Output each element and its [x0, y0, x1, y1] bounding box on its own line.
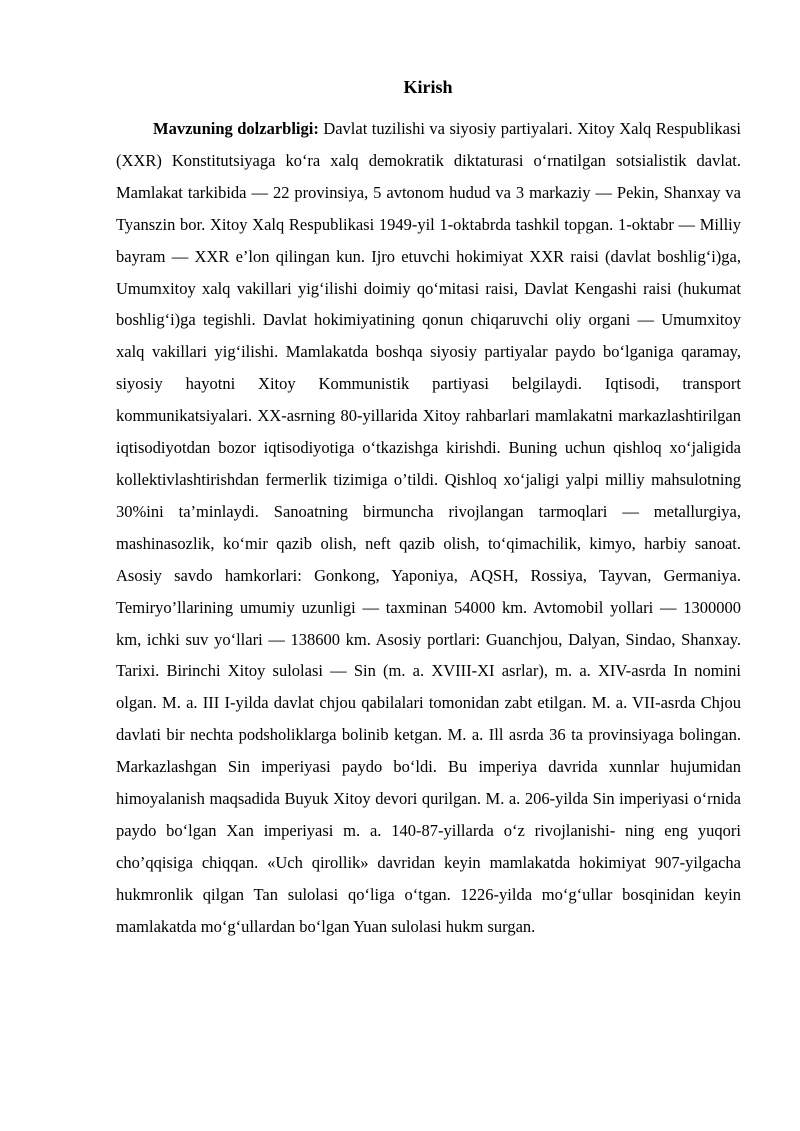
lead-label: Mavzuning dolzarbligi: [153, 119, 319, 138]
page-title: Kirish [403, 77, 453, 97]
body-paragraph [116, 113, 741, 943]
paragraph-text: Davlat tuzilishi va siyosiy partiyalari. Xitoy Xalq Respublikasi (XXR) Konstitutsiyaga koʻra xalq demokratik diktaturasi oʻrnatilgan sotsialistik davlat. Mamlakat tarkibida — 22 provinsiya, 5 avtonom hudud va 3 markaziy — Pekin, Shanxay va Tyanszin bor. Xitoy Xalq Respublikasi 1949-yil 1-oktabrda tashkil topgan. 1-oktabr — Milliy bayram — XXR e’lon qilingan kun. Ijro etuvchi hokimiyat XXR raisi (davlat boshligʻi)ga, Umumxitoy xalq vakillari yigʻilishi doimiy qoʻmitasi raisi, Davlat Kengashi raisi (hukumat boshligʻi)ga tegishli. Davlat hokimiyatining qonun chiqaruvchi oliy organi — Umumxitoy xalq vakillari yigʻilishi. Mamlakatda boshqa siyosiy partiyalar paydo boʻlganiga qaramay, siyosiy hayotni Xitoy Kommunistik partiyasi belgilaydi. Iqtisodi, transport kommunikatsiyalari. XX-asrning 80-yillarida Xitoy rahbarlari mamlakatni markazlashtirilgan iqtisodiyotdan bozor iqtisodiyotiga oʻtkazishga kirishdi. Buning uchun qishloq xoʻjaligida kollektivlashtirishdan fermerlik tizimiga o’tildi. Qishloq xoʻjaligi yalpi milliy mahsulotning 30%ini ta’minlaydi. Sanoatning birmuncha rivojlangan tarmoqlari — metallurgiya, mashinasozlik, koʻmir qazib olish, neft qazib olish, toʻqimachilik, kimyo, harbiy sanoat. Asosiy savdo hamkorlari: Gonkong, Yaponiya, AQSH, Rossiya, Tayvan, Germaniya. Temiryo’llarining umumiy uzunligi — taxminan 54000 km. Avtomobil yollari — 1300000 km, ichki suv yoʻllari — 138600 km. Asosiy portlari: Guanchjou, Dalyan, Sindao, Shanxay. Tarixi. Birinchi Xitoy sulolasi — Sin (m. a. XVIII-XI asrlar), m. a. XIV-asrda In nomini olgan. M. a. III I-yilda davlat chjou qabilalari tomonidan zabt etilgan. M. a. VII-asrda Chjou davlati bir nechta podsholiklarga bolinib ketgan. M. a. Ill asrda 36 ta provinsiyaga bolingan. Markazlashgan Sin imperiyasi paydo boʻldi. Bu imperiya davrida xunnlar hujumidan himoyalanish maqsadida Buyuk Xitoy devori qurilgan. M. a. 206-yilda Sin imperiyasi oʻrnida paydo boʻlgan Xan imperiyasi m. a. 140-87-yillarda oʻz rivojlanishi- ning eng yuqori cho’qqisiga chiqqan. «Uch qirollik» davridan keyin mamlakatda hokimiyat 907-yilgacha hukmronlik qilgan Tan sulolasi qoʻliga oʻtgan. 1226-yilda moʻgʻullar bosqinidan keyin mamlakatda moʻgʻullardan boʻlgan Yuan sulolasi hukm surgan. [116, 119, 741, 936]
